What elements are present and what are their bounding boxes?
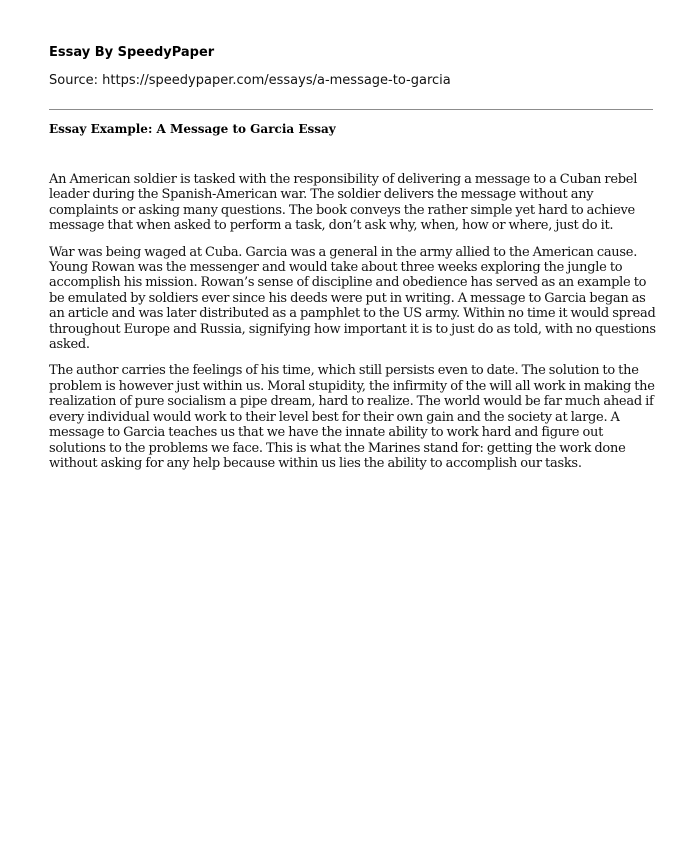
essay-body [49, 172, 659, 482]
essay-title: Essay Example: A Message to Garcia Essay [49, 122, 336, 136]
essay-paragraph: War was being waged at Cuba. Garcia was a general in the army allied to the American cause. Young Rowan was the messenger and would take about three weeks exploring the jungle to accomplish his mission. Rowan’s sense of discipline and obedience has served as an example to be emulated by soldiers ever since his deeds were put in writing. A message to Garcia began as an article and was later distributed as a pamphlet to the US army. Within no time it would spread throughout Europe and Russia, signifying how important it is to just do as told, with no questions asked. [49, 244, 656, 353]
document-header-title: Essay By SpeedyPaper [49, 45, 215, 60]
essay-paragraph: The author carries the feelings of his time, which still persists even to date. The solution to the problem is however just within us. Moral stupidity, the infirmity of the will all work in making the realization of pure socialism a pipe dream, hard to realize. The world would be far much ahead if every individual would work to their level best for their own gain and the society at large. A message to Garcia teaches us that we have the innate ability to work hard and figure out solutions to the problems we face. This is what the Marines stand for: getting the work done without asking for any help because within us lies the ability to accomplish our tasks. [49, 363, 655, 471]
source-line: Source: https://speedypaper.com/essays/a-message-to-garcia [49, 73, 451, 88]
divider [49, 109, 653, 110]
essay-paragraph: An American soldier is tasked with the responsibility of delivering a message to a Cuban rebel leader during the Spanish-American war. The soldier delivers the message without any complaints or asking many questions. The book conveys the rather simple yet hard to achieve message that when asked to perform a task, don’t ask why, when, how or where, just do it. [49, 172, 638, 234]
